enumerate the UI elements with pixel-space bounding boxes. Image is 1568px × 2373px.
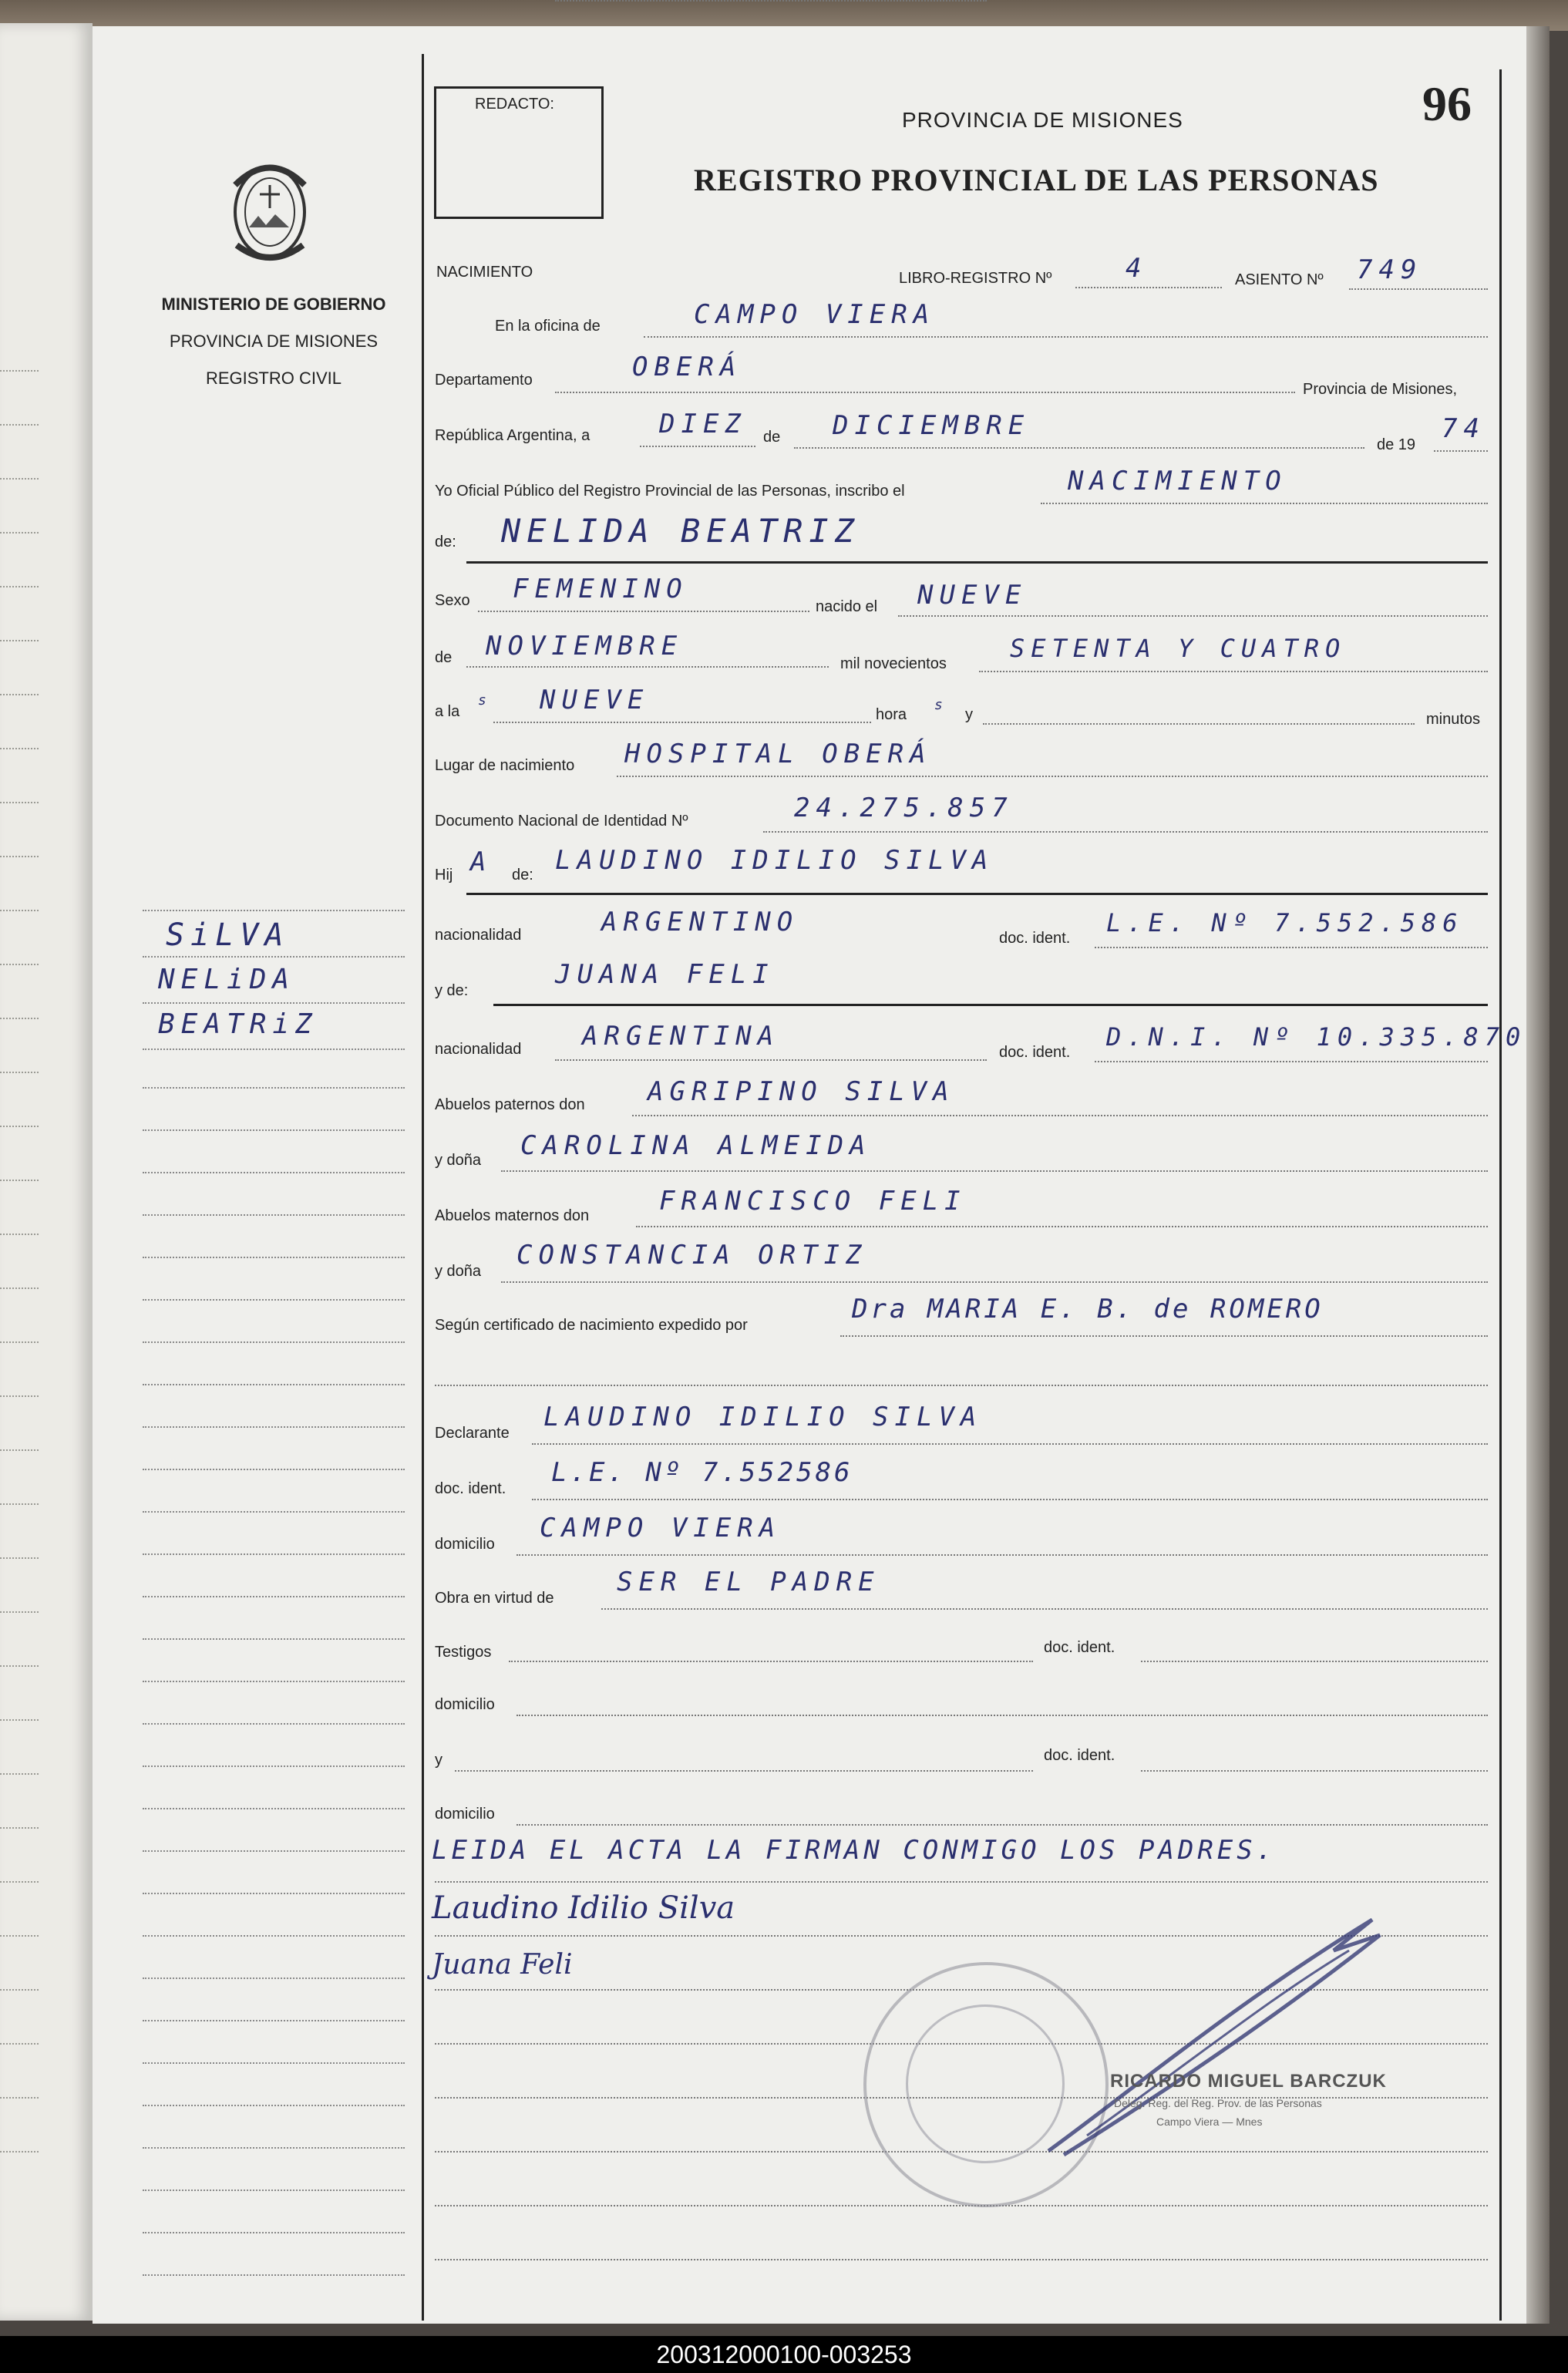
- testigos-label: Testigos: [435, 1644, 492, 1661]
- redacto-label: REDACTO:: [475, 96, 554, 113]
- testigo2-doc-label: doc. ident.: [1044, 1747, 1115, 1764]
- testigo1-domicilio-label: domicilio: [435, 1696, 495, 1713]
- abuela-materna-label: y doña: [435, 1263, 482, 1280]
- margin-middle-name: BEATRiZ: [158, 1008, 318, 1040]
- lugar-value: HOSPITAL OBERÁ: [624, 739, 932, 769]
- child-name-value: NELIDA BEATRIZ: [501, 512, 861, 550]
- abuela-paterna-value: CAROLINA ALMEIDA: [520, 1130, 872, 1161]
- departamento-label: Departamento: [435, 372, 533, 389]
- declarante-doc-label: doc. ident.: [435, 1480, 506, 1497]
- mother-doc-value: D.N.I. Nº 10.335.870: [1106, 1022, 1527, 1052]
- certificado-value: Dra MARIA E. B. de ROMERO: [852, 1294, 1324, 1325]
- dni-value: 24.275.857: [794, 793, 1014, 823]
- ministry-registry: REGISTRO CIVIL: [205, 369, 342, 388]
- margin-rule: [422, 54, 424, 2321]
- margin-first-name: NELiDA: [158, 964, 296, 995]
- ala-label: a la: [435, 703, 460, 720]
- libro-label: LIBRO-REGISTRO Nº: [899, 270, 1052, 287]
- anio-label: de 19: [1377, 436, 1416, 453]
- margin-surname: SiLVA: [166, 917, 290, 953]
- ala-superscript: s: [478, 692, 486, 709]
- abuela-paterna-label: y doña: [435, 1152, 482, 1169]
- lugar-label: Lugar de nacimiento: [435, 757, 575, 774]
- registrar-title: Deleg. Reg. del Reg. Prov. de las Personas: [1114, 2097, 1322, 2109]
- hora-superscript: s: [934, 697, 943, 713]
- hour-value: NUEVE: [540, 685, 650, 715]
- sexo-label: Sexo: [435, 592, 470, 609]
- hij-suffix: A: [470, 847, 493, 877]
- libro-value: 4: [1126, 253, 1148, 284]
- registrar-place: Campo Viera — Mnes: [1156, 2116, 1263, 2128]
- record-type-label: NACIMIENTO: [436, 264, 533, 281]
- mother-name-value: JUANA FELI: [555, 959, 775, 990]
- father-doc-value: L.E. Nº 7.552.586: [1106, 908, 1464, 937]
- oficial-label: Yo Oficial Público del Registro Provincial de las Personas, inscribo el: [435, 483, 905, 500]
- departamento-value: OBERÁ: [632, 352, 742, 382]
- province-heading: PROVINCIA DE MISIONES: [902, 108, 1183, 132]
- provincia-suffix: Provincia de Misiones,: [1303, 381, 1458, 398]
- inscribo-value: NACIMIENTO: [1068, 466, 1287, 496]
- nacido-label: nacido el: [816, 598, 878, 615]
- mil-novecientos-label: mil novecientos: [840, 655, 947, 672]
- asiento-value: 749: [1357, 254, 1423, 285]
- abuela-materna-value: CONSTANCIA ORTIZ: [516, 1240, 868, 1271]
- certificado-label: Según certificado de nacimiento expedido por: [435, 1317, 748, 1334]
- father-signature: Laudino Idilio Silva: [432, 1890, 735, 1926]
- hij-label: Hij: [435, 867, 453, 884]
- declarante-domicilio-label: domicilio: [435, 1536, 495, 1553]
- declarante-value: LAUDINO IDILIO SILVA: [543, 1402, 983, 1432]
- de-month-label: de: [435, 649, 453, 666]
- coat-of-arms-icon: [220, 154, 320, 270]
- ministry-name: MINISTERIO DE GOBIERNO: [161, 295, 386, 314]
- archive-id-bar: [0, 2336, 1568, 2373]
- testigo1-doc-label: doc. ident.: [1044, 1639, 1115, 1656]
- testigo2-label: y: [435, 1752, 442, 1769]
- registry-title: REGISTRO PROVINCIAL DE LAS PERSONAS: [694, 163, 1379, 197]
- de-father-label: de:: [512, 867, 533, 884]
- father-name-value: LAUDINO IDILIO SILVA: [555, 845, 994, 876]
- mother-doc-label: doc. ident.: [999, 1044, 1071, 1061]
- abuelos-maternos-label: Abuelos maternos don: [435, 1207, 590, 1224]
- oficina-label: En la oficina de: [495, 318, 601, 335]
- sexo-value: FEMENINO: [513, 574, 688, 604]
- archive-id: 200312000100-003253: [656, 2341, 912, 2368]
- right-rule: [1499, 69, 1502, 2321]
- de-name-label: de:: [435, 534, 456, 550]
- father-nationality-label: nacionalidad: [435, 927, 522, 944]
- minutos-label: minutos: [1426, 711, 1481, 728]
- registrar-name: RICARDO MIGUEL BARCZUK: [1110, 2071, 1387, 2092]
- anio-value: 74: [1442, 413, 1486, 444]
- nacido-value: NUEVE: [917, 580, 1028, 611]
- y-minutes-label: y: [965, 706, 973, 723]
- oficina-value: CAMPO VIERA: [694, 299, 936, 330]
- obra-label: Obra en virtud de: [435, 1590, 554, 1607]
- previous-page-edge: [0, 23, 93, 2321]
- hora-label: hora: [876, 706, 907, 723]
- dia-value: DIEZ: [659, 409, 747, 439]
- mes-value: DICIEMBRE: [833, 410, 1031, 441]
- closing-statement: LEIDA EL ACTA LA FIRMAN CONMIGO LOS PADRES.: [432, 1835, 1277, 1866]
- testigo2-domicilio-label: domicilio: [435, 1806, 495, 1823]
- mother-nationality-value: ARGENTINA: [582, 1021, 780, 1052]
- mother-nationality-label: nacionalidad: [435, 1041, 522, 1058]
- ministry-province: PROVINCIA DE MISIONES: [169, 332, 379, 351]
- page-number: 96: [1422, 76, 1472, 131]
- de-label: de: [763, 429, 781, 446]
- obra-value: SER EL PADRE: [617, 1567, 880, 1597]
- abuelo-materno-value: FRANCISCO FELI: [659, 1186, 967, 1217]
- yde-label: y de:: [435, 982, 469, 999]
- declarante-domicilio-value: CAMPO VIERA: [540, 1513, 782, 1543]
- mother-signature: Juana Feli: [432, 1949, 573, 1981]
- republica-label: República Argentina, a: [435, 427, 591, 444]
- father-nationality-value: ARGENTINO: [601, 907, 799, 937]
- declarante-doc-value: L.E. Nº 7.552586: [551, 1457, 853, 1488]
- abuelo-paterno-value: AGRIPINO SILVA: [648, 1076, 955, 1107]
- birth-month-value: NOVIEMBRE: [486, 631, 684, 661]
- father-doc-label: doc. ident.: [999, 930, 1071, 947]
- abuelos-paternos-label: Abuelos paternos don: [435, 1096, 585, 1113]
- declarante-label: Declarante: [435, 1425, 510, 1442]
- birth-year-value: SETENTA Y CUATRO: [1010, 634, 1347, 663]
- dni-label: Documento Nacional de Identidad Nº: [435, 813, 688, 830]
- asiento-label: ASIENTO Nº: [1235, 271, 1324, 288]
